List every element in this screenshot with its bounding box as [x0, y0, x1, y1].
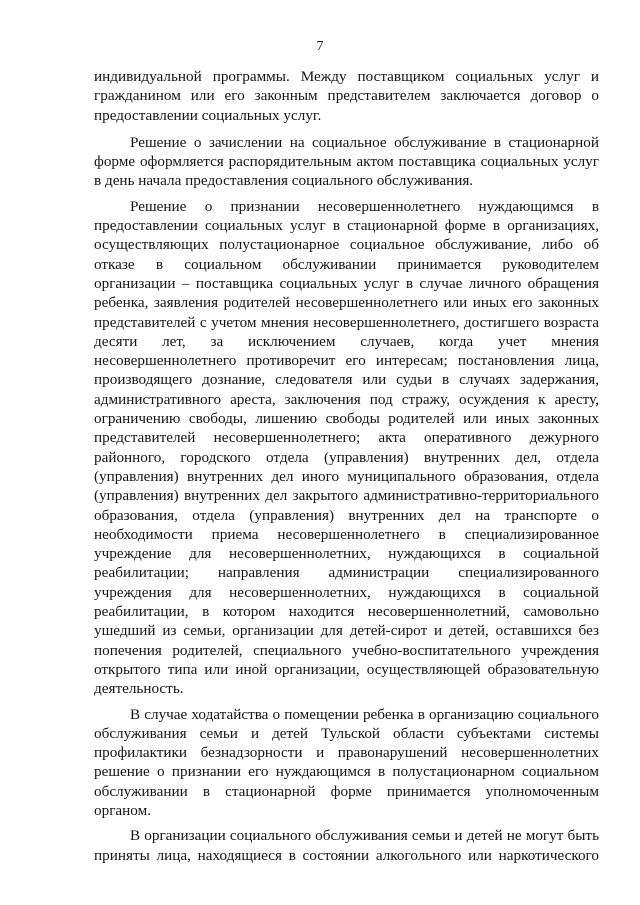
text-line: обслуживания семьи и детей Тульской области субъектами системы: [94, 724, 599, 742]
text-line: учреждение для несовершеннолетних, нуждающихся в социальной: [94, 545, 599, 563]
text-line: органом.: [94, 801, 151, 819]
text-line: реабилитации; направления администрации специализированного: [94, 564, 599, 582]
paragraph-5: [94, 826, 599, 865]
text-line: организации – поставщика социальных услуг в случае личного обращения: [94, 274, 599, 292]
text-line: приняты лица, находящиеся в состоянии алкогольного или наркотического: [94, 846, 599, 864]
text-line: ограничению свободы, лишению свободы родителей или иных законных: [94, 410, 599, 428]
text-line: Решение о зачислении на социальное обслуживание в стационарной: [130, 133, 599, 151]
text-line: Решение о признании несовершеннолетнего нуждающимся в: [130, 197, 599, 215]
text-line: производящего дознание, следователя или судьи в случаях задержания,: [94, 371, 599, 389]
text-line: осуществляющих полустационарное социальное обслуживание, либо об: [94, 236, 599, 254]
text-line: индивидуальной программы. Между поставщиком социальных услуг и: [94, 68, 599, 85]
text-line: предоставлении социальных услуг в стационарной форме в организациях,: [94, 217, 599, 235]
text-line: ушедший из семьи, организации для детей-сирот и детей, оставшихся без: [94, 622, 599, 640]
text-line: форме оформляется распорядительным актом поставщика социальных услуг: [94, 153, 599, 171]
text-line: деятельность.: [94, 680, 184, 698]
text-line: представителей с учетом мнения несовершеннолетнего, достигшего возраста: [94, 313, 599, 331]
text-line: учреждения для несовершеннолетних, нуждающихся в социальной: [94, 583, 599, 601]
text-line: попечения родителей, специального учебно-воспитательного учреждения: [94, 641, 599, 659]
text-line: представителей несовершеннолетнего; акта оперативного дежурного: [94, 429, 599, 447]
text-line: (управления) внутренних дел закрытого административно-территориального: [94, 487, 599, 505]
text-line: образования, отдела (управления) внутренних дел на транспорте о: [94, 506, 599, 524]
text-line: В случае ходатайства о помещении ребенка в организацию социального: [130, 705, 599, 723]
text-line: (управления) внутренних дел иного муниципального образования, отдела: [94, 467, 599, 485]
text-line: необходимости приема несовершеннолетнего в специализированное: [94, 525, 599, 543]
text-line: В организации социального обслуживания семьи и детей не могут быть: [130, 827, 599, 845]
text-line: решение о признании его нуждающимся в полустационарном социальном: [94, 763, 599, 781]
text-line: несовершеннолетнего противоречит его интересам; постановления лица,: [94, 352, 599, 370]
paragraph-4: [94, 705, 599, 821]
text-line: десяти лет, за исключением случаев, когда учет мнения: [94, 332, 599, 350]
text-line: районного, городского отдела (управления) внутренних дел, отдела: [94, 448, 599, 466]
text-line: ребенка, заявления родителей несовершеннолетнего или иных его законных: [94, 294, 599, 312]
page-number: 7: [316, 39, 324, 54]
paragraph-3: [94, 197, 599, 699]
text-line: гражданином или его законным представителем заключается договор о: [94, 87, 599, 105]
paragraph-1: [94, 67, 599, 125]
text-line: обслуживании в стационарной форме принимается уполномоченным: [94, 782, 599, 800]
text-line: отказе в социальном обслуживании принимается руководителем: [94, 255, 599, 273]
paragraph-2: [94, 133, 599, 191]
body-text: [94, 67, 599, 865]
text-line: открытого типа или иной организации, осуществляющей образовательную: [94, 660, 599, 678]
text-line: предоставлении социальных услуг.: [94, 106, 322, 124]
text-line: профилактики безнадзорности и правонарушений несовершеннолетних: [94, 744, 599, 762]
text-line: административного ареста, заключения под стражу, осуждения к аресту,: [94, 390, 599, 408]
text-line: реабилитации, в котором находится несовершеннолетний, самовольно: [94, 603, 599, 621]
text-line: в день начала предоставления социального обслуживания.: [94, 172, 474, 190]
